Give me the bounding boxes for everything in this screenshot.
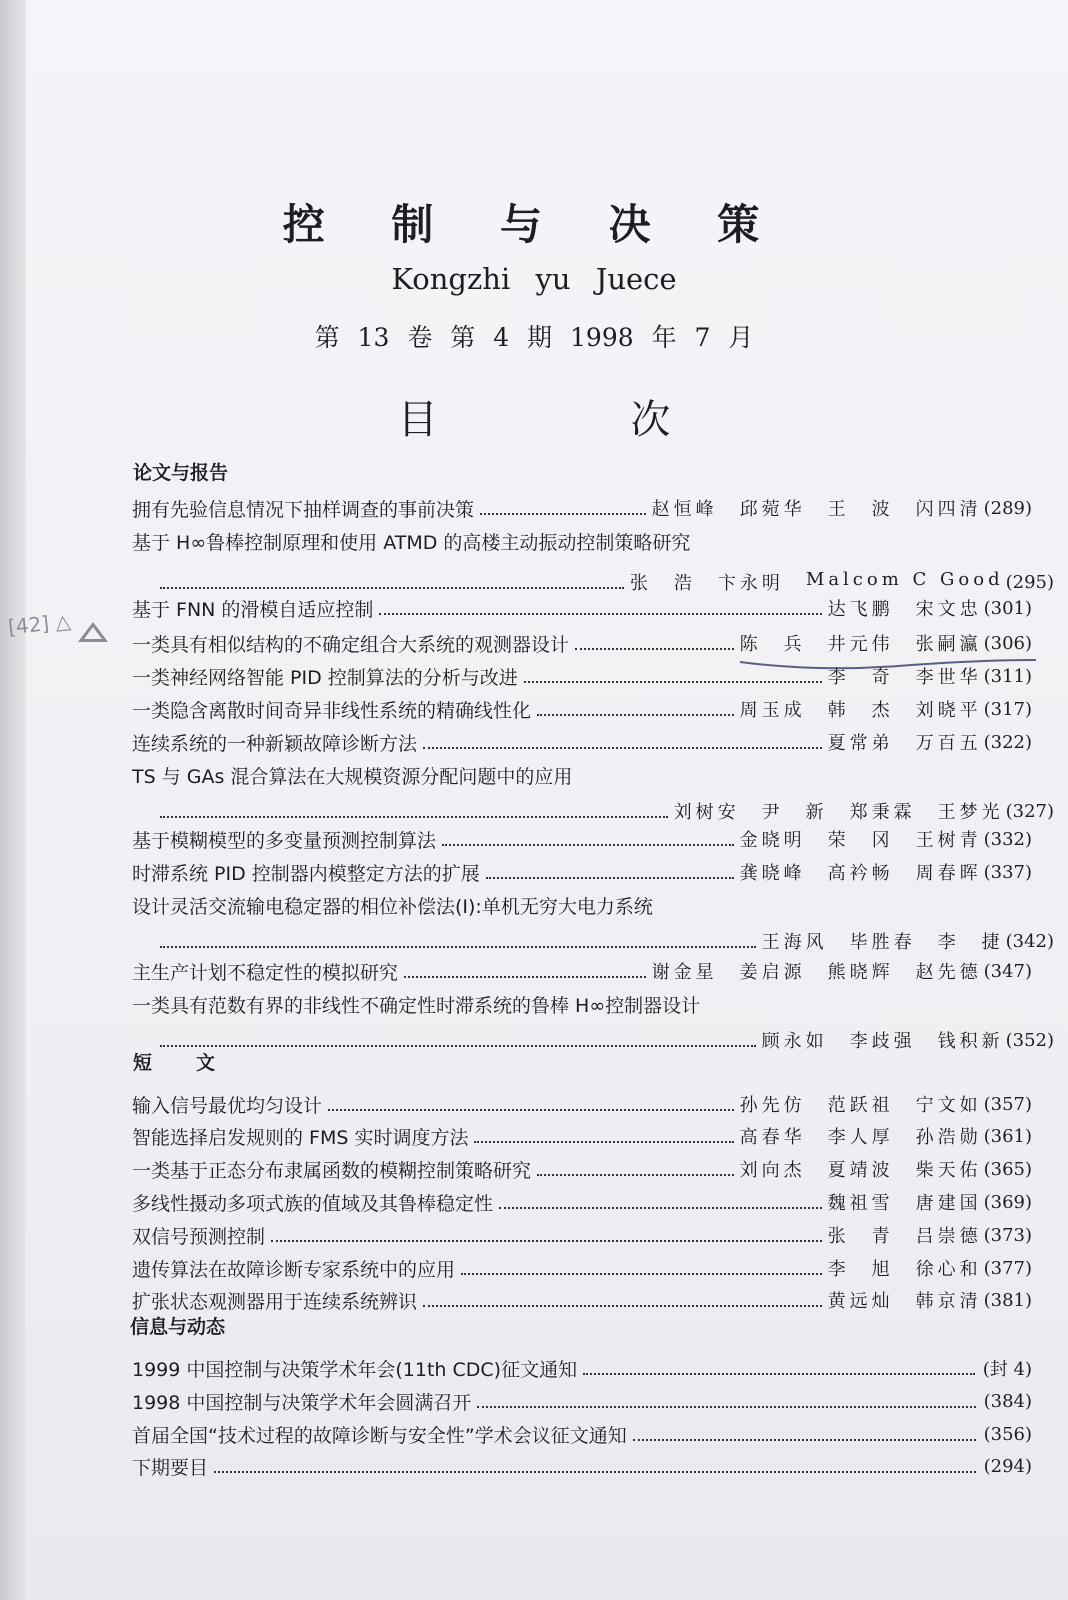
entry-title: 一类具有范数有界的非线性不确定性时滞系统的鲁棒 H∞控制器设计 [132,994,701,1017]
entry-title: 一类隐含离散时间奇异非线性系统的精确线性化 [132,699,532,722]
author-name: 李世华 [915,667,982,688]
entry-title: 输入信号最优均匀设计 [132,1094,323,1117]
toc-entry [132,660,1032,692]
entry-title: 基于 FNN 的滑模自适应控制 [132,598,374,621]
entry-page-number: (342) [1005,930,1054,952]
author-name: 尹 新 [761,802,828,823]
section-news-heading: 信息与动态 [130,1316,226,1338]
entry-page-number: (373) [983,1224,1032,1246]
author-name: 黄远灿 [827,1291,894,1312]
dot-leader [160,587,624,589]
entry-page-number: (封 4) [982,1359,1032,1380]
dot-leader [633,1439,976,1441]
entry-title: 遗传算法在故障诊断专家系统中的应用 [132,1258,456,1281]
author-name: 王梦光 [937,802,1004,823]
author-name: 李 旭 [827,1259,894,1280]
entry-title: 一类具有相似结构的不确定组合大系统的观测器设计 [132,633,570,656]
author-name: 范跃祖 [827,1095,894,1116]
entry-title: 基于 H∞鲁棒控制原理和使用 ATMD 的高楼主动振动控制策略研究 [132,531,691,554]
author-name: 李 捷 [937,932,1004,953]
entry-authors [828,595,982,621]
section-papers-heading: 论文与报告 [133,462,229,484]
entry-authors [828,663,982,689]
author-name: 刘树安 [673,802,740,823]
author-name: 李歧强 [849,1031,916,1052]
toc-entry [132,988,1032,1020]
author-name: 顾永如 [761,1031,828,1052]
author-name: 韩京清 [915,1291,982,1312]
entry-authors [740,826,982,852]
author-name: 赵恒峰 [651,499,718,520]
journal-romanized-title: Kongzhi yu Juece [391,262,677,296]
dot-leader [160,816,668,818]
dot-leader [477,1406,975,1408]
toc-entry [132,1385,1032,1417]
section-short-heading: 短 文 [133,1052,218,1074]
toc-entry [132,955,1032,987]
author-name: 李 奇 [827,667,894,688]
dot-leader [575,648,734,650]
entry-title: 时滞系统 PID 控制器内模整定方法的扩展 [132,862,480,885]
toc-entry [132,759,1032,791]
author-name: 夏靖波 [827,1160,894,1181]
entry-authors [762,928,1004,954]
dot-leader [442,844,734,846]
entry-page-number: (327) [1005,800,1054,822]
handwritten-margin-note: [42] △ [6,608,72,640]
dot-leader [328,1109,734,1111]
author-name: 张嗣瀛 [915,634,982,655]
toc-entry [132,1088,1032,1120]
entry-page-number: (311) [983,665,1032,687]
dot-leader [423,747,822,749]
entry-page-number: (294) [983,1455,1032,1477]
entry-authors [762,1027,1004,1053]
author-name: 唐建国 [915,1193,982,1214]
toc-entry [132,1186,1032,1218]
issue-info: 第 13 卷 第 4 期 1998 年 7 月 [314,323,754,352]
entry-title: 首届全国“技术过程的故障诊断与安全性”学术会议征文通知 [132,1424,627,1447]
dot-leader [474,1141,733,1143]
entry-page-number: (301) [983,597,1032,619]
author-name: 熊晓辉 [827,962,894,983]
toc-entry [132,1450,1032,1482]
entry-page-number: (361) [983,1125,1032,1147]
author-name: 荣 冈 [827,830,894,851]
entry-authors [740,1156,982,1182]
toc-entry [132,627,1032,659]
entry-authors [740,1123,982,1149]
author-name: 徐心和 [915,1259,982,1280]
dot-leader [583,1373,975,1375]
author-name: 赵先德 [915,962,982,983]
entry-title: 1998 中国控制与决策学术年会圆满召开 [132,1391,472,1414]
entry-authors [828,1255,982,1281]
entry-title: 一类神经网络智能 PID 控制算法的分析与改进 [132,666,518,689]
author-name: 夏常弟 [827,733,894,754]
entry-page-number: (356) [983,1423,1032,1445]
author-name: 龚晓峰 [739,863,806,884]
dot-leader [524,681,822,683]
author-name: 张 浩 [629,573,696,594]
dot-leader [480,513,646,515]
author-name: 达飞鹏 [827,599,894,620]
author-name: 刘向杰 [739,1160,806,1181]
entry-title: 主生产计划不稳定性的模拟研究 [132,961,399,984]
entry-authors [740,1091,982,1117]
entry-page-number: (381) [983,1289,1032,1311]
entry-page-number: (357) [983,1093,1032,1115]
entry-authors [828,729,982,755]
dot-leader [271,1240,822,1242]
dot-leader [499,1207,822,1209]
entry-title: 扩张状态观测器用于连续系统辨识 [132,1290,418,1313]
entry-page-number: (332) [983,828,1032,850]
toc-entry [132,492,1032,524]
author-name: 吕崇德 [915,1226,982,1247]
dot-leader [537,714,734,716]
entry-page-number: (337) [983,861,1032,883]
toc-entry [132,925,1054,957]
author-name: 周春晖 [915,863,982,884]
toc-entry [132,1153,1032,1185]
dot-leader [537,1174,734,1176]
entry-title: TS 与 GAs 混合算法在大规模资源分配问题中的应用 [132,765,573,788]
entry-page-number: (289) [983,497,1032,519]
author-name: 郑秉霖 [849,802,916,823]
entry-page-number: (347) [983,960,1032,982]
entry-page-number: (377) [983,1257,1032,1279]
author-name: 井元伟 [827,634,894,655]
toc-entry [132,693,1032,725]
toc-entry [132,1120,1032,1152]
author-name: 卞永明 [717,573,784,594]
entry-title: 多线性摄动多项式族的值域及其鲁棒稳定性 [132,1192,494,1215]
author-name: 高衿畅 [827,863,894,884]
author-name: 谢金星 [651,962,718,983]
toc-entry [132,1352,1032,1384]
entry-page-number: (306) [983,632,1032,654]
toc-entry [132,1284,1032,1316]
toc-entry [132,823,1032,855]
author-name: 张 青 [827,1226,894,1247]
dot-leader [486,877,734,879]
author-name: 柴天佑 [915,1160,982,1181]
entry-title: 拥有先验信息情况下抽样调查的事前决策 [132,498,475,521]
entry-page-number: (369) [983,1191,1032,1213]
toc-entry [132,856,1032,888]
author-name: 闪四清 [915,499,982,520]
entry-page-number: (365) [983,1158,1032,1180]
entry-title: 连续系统的一种新颖故障诊断方法 [132,732,418,755]
entry-authors [740,630,982,656]
toc-entry [132,1024,1054,1056]
entry-title: 基于模糊模型的多变量预测控制算法 [132,829,437,852]
dot-leader [423,1305,822,1307]
entry-authors [828,1287,982,1313]
author-name: 王 波 [827,499,894,520]
dot-leader [461,1273,822,1275]
author-name: 周玉成 [739,700,806,721]
toc-entry [132,525,1032,557]
entry-title: 1999 中国控制与决策学术年会(11th CDC)征文通知 [132,1358,578,1381]
author-name: 姜启源 [739,962,806,983]
entry-authors [828,1189,982,1215]
author-name: 毕胜春 [849,932,916,953]
dot-leader [160,946,756,948]
toc-entry [132,726,1032,758]
entry-authors [652,958,982,984]
dot-leader [160,1045,756,1047]
author-name: 王树青 [915,830,982,851]
dot-leader [404,976,646,978]
entry-authors [740,859,982,885]
author-name: 陈 兵 [739,634,806,655]
journal-title: 控 制 与 决 策 [282,200,786,249]
toc-heading: 目 次 [397,397,761,443]
author-name: 孙浩勋 [915,1127,982,1148]
entry-page-number: (322) [983,731,1032,753]
toc-entry [132,1418,1032,1450]
entry-title: 智能选择启发规则的 FMS 实时调度方法 [132,1126,469,1149]
author-name: 钱积新 [937,1031,1004,1052]
toc-entry [132,592,1032,624]
entry-title: 一类基于正态分布隶属函数的模糊控制策略研究 [132,1159,532,1182]
entry-page-number: (317) [983,698,1032,720]
toc-entry [132,1252,1032,1284]
entry-page-number: (384) [983,1390,1032,1412]
entry-authors [828,1222,982,1248]
entry-title: 设计灵活交流输电稳定器的相位补偿法(Ⅰ):单机无穷大电力系统 [132,895,653,918]
entry-authors [674,798,1004,824]
author-name: 刘晓平 [915,700,982,721]
entry-title: 下期要目 [132,1456,209,1479]
author-name: 高春华 [739,1127,806,1148]
toc-entry [132,1219,1032,1251]
entry-authors [652,495,982,521]
triangle-mark-icon [78,622,108,642]
author-name: 王海风 [761,932,828,953]
entry-page-number: (352) [1005,1029,1054,1051]
dot-leader [214,1471,976,1473]
author-name: 孙先仿 [739,1095,806,1116]
author-name: 万百五 [915,733,982,754]
entry-page-number: (295) [1005,571,1054,593]
author-name: 宋文忠 [915,599,982,620]
dot-leader [379,613,821,615]
entry-title: 双信号预测控制 [132,1225,266,1248]
author-name: 魏祖雪 [827,1193,894,1214]
author-name: 邱菀华 [739,499,806,520]
author-name: Malcom C Good [805,569,1004,590]
author-name: 宁文如 [915,1095,982,1116]
author-name: 韩 杰 [827,700,894,721]
toc-entry [132,889,1032,921]
entry-authors [740,696,982,722]
author-name: 李人厚 [827,1127,894,1148]
author-name: 金晓明 [739,830,806,851]
